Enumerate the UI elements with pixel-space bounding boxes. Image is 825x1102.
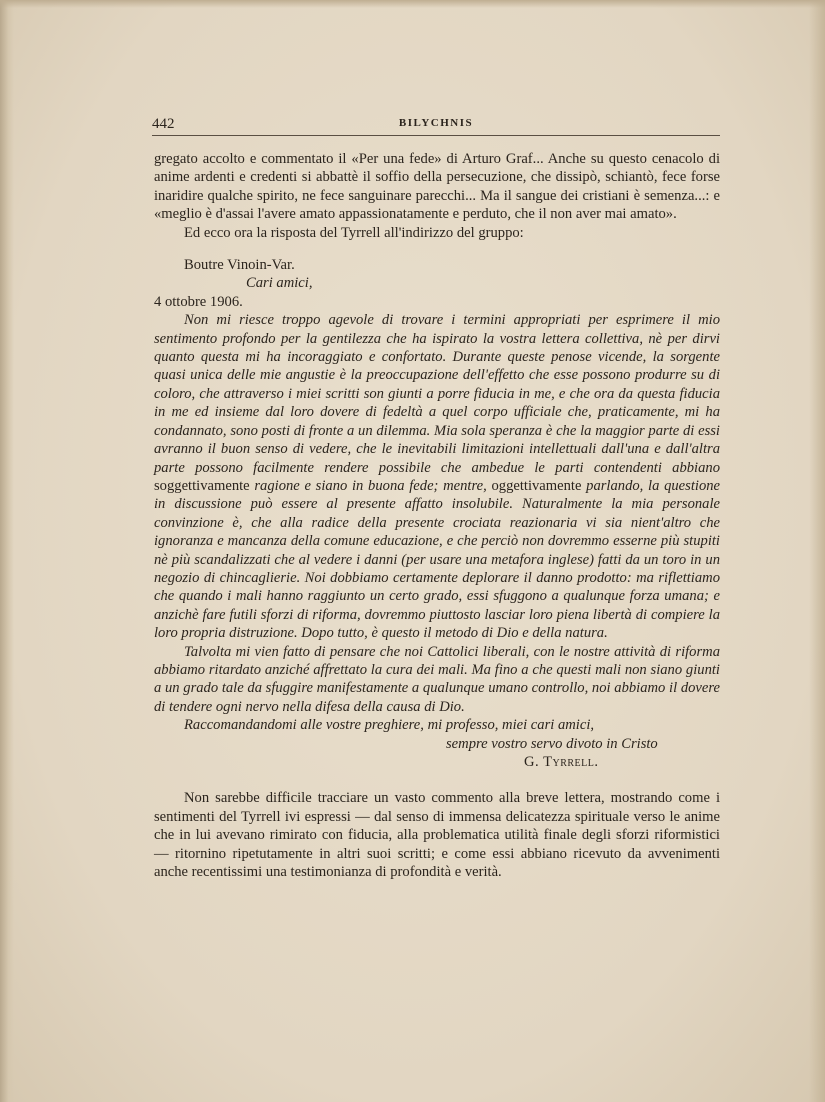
page-number: 442 — [152, 116, 175, 132]
page-header — [152, 116, 720, 136]
letter-p1-roman-2: oggettivamente — [491, 477, 582, 494]
letter-closing: sempre vostro servo divoto in Cristo — [446, 735, 658, 752]
letter-salutation: Cari amici, — [246, 275, 313, 292]
letter-p1-part-a: Non mi riesce troppo agevole di trovare i termini appropriati per esprimere il mio sentimento profondo per la gentilezza che ha ispirato la vostra lettera collettiva, nè per dirvi quanto questa mi ha incoraggiato e confortato. Durante queste penose vicende, la sorgente quasi unica delle mie angustie è la preoccupazione dell'effetto che esse possono produrre su di coloro, che attraverso i miei scritti son giunti a porre fiducia in me, e che ora da questa fiducia in me ed insieme dal loro dovere di fedeltà a quel corpo ufficiale che, praticamente, mi ha condannato, sono posti di fronte a un dilemma. Mia sola speranza è che la maggior parte di essi avranno il buon senso di vedere, che le inevitabili limitazioni intellettuali dall'una e dall'altra parte possono facilmente rendere possibile che ambedue le parti contendenti abbiano — [154, 312, 720, 476]
tyrrell-letter — [154, 256, 720, 771]
letter-paragraph-3: Raccomandandomi alle vostre preghiere, mi professo, miei cari amici, — [184, 717, 595, 734]
letter-paragraph-2: Talvolta mi vien fatto di pensare che noi Cattolici liberali, con le nostre attività di riforma abbiamo ritardato anziché affrettato la cura dei mali. Ma fino a che questi mali non siano giunti a un grado tale da sfuggire manifestamente a qualunque umano controllo, noi abbiamo il dovere di tendere ogni nervo nella difesa della causa di Dio. — [154, 643, 720, 715]
page-right-edge — [809, 0, 825, 1102]
letter-paragraph-1 — [154, 311, 720, 642]
letter-p1-part-b: ragione e siano in buona fede; mentre, — [254, 477, 487, 494]
page-top-edge — [0, 0, 825, 8]
page-body — [154, 150, 720, 881]
running-title: BILYCHNIS — [398, 117, 474, 129]
letter-signature: G. Tyrrell. — [524, 754, 599, 770]
letter-place: Boutre Vinoin-Var. — [184, 257, 295, 274]
letter-p1-roman-1: soggettivamente — [154, 477, 250, 494]
letter-p1-part-c: parlando, la questione in discussione può essere al presente affatto insolubile. Naturalmente la mia personale convinzione è, che alla radice della presente crociata reazionaria vi sia nient'altro che ignoranza e mancanza della comune educazione, e che perciò non dovremmo esserne più stupiti nè più scandalizzati che al vedere i danni (per usare una metafora inglese) fatti da un toro in un negozio di chincaglierie. Noi dobbiamo certamente deplorare il danno prodotto: ma riflettiamo che quando i mali hanno raggiunto un certo grado, essi sfuggono a qualunque forza umana; e anzichè fare futili sforzi di riforma, dovremmo piuttosto lasciar loro piena libertà di compiere la loro propria distruzione. Dopo tutto, è questo il metodo di Dio e della natura. — [154, 477, 721, 642]
closing-paragraph: Non sarebbe difficile tracciare un vasto commento alla breve lettera, mostrando come i sentimenti del Tyrrell ivi espressi — dal senso di immensa delicatezza spirituale verso le anime che in lui avevano rimirato con fiducia, alla problematica utilità finale degli sforzi riformistici — ritornino ripetutamente in altri suoi scritti; e come essi abbiano ricevuto da avvenimenti anche recentissimi una testimonianza di profondità e verità. — [154, 790, 720, 881]
lead-in-paragraph: Ed ecco ora la risposta del Tyrrell all'indirizzo del gruppo: — [184, 224, 524, 241]
intro-paragraph: gregato accolto e commentato il «Per una fede» di Arturo Graf... Anche su questo cenacolo di anime ardenti e credenti si abbattè il soffio della persecuzione, che dissipò, schiantò, fece forse inaridire qualche spirito, ne fece sanguinare parecchi... Ma il sangue dei cristiani è semenza...: e «meglio è d'assai l'avere amato appassionatamente e perduto, che il non aver mai amato». — [154, 151, 720, 223]
page-left-edge — [0, 0, 14, 1102]
letter-date: 4 ottobre 1906. — [154, 293, 243, 310]
header-rule — [152, 135, 720, 136]
